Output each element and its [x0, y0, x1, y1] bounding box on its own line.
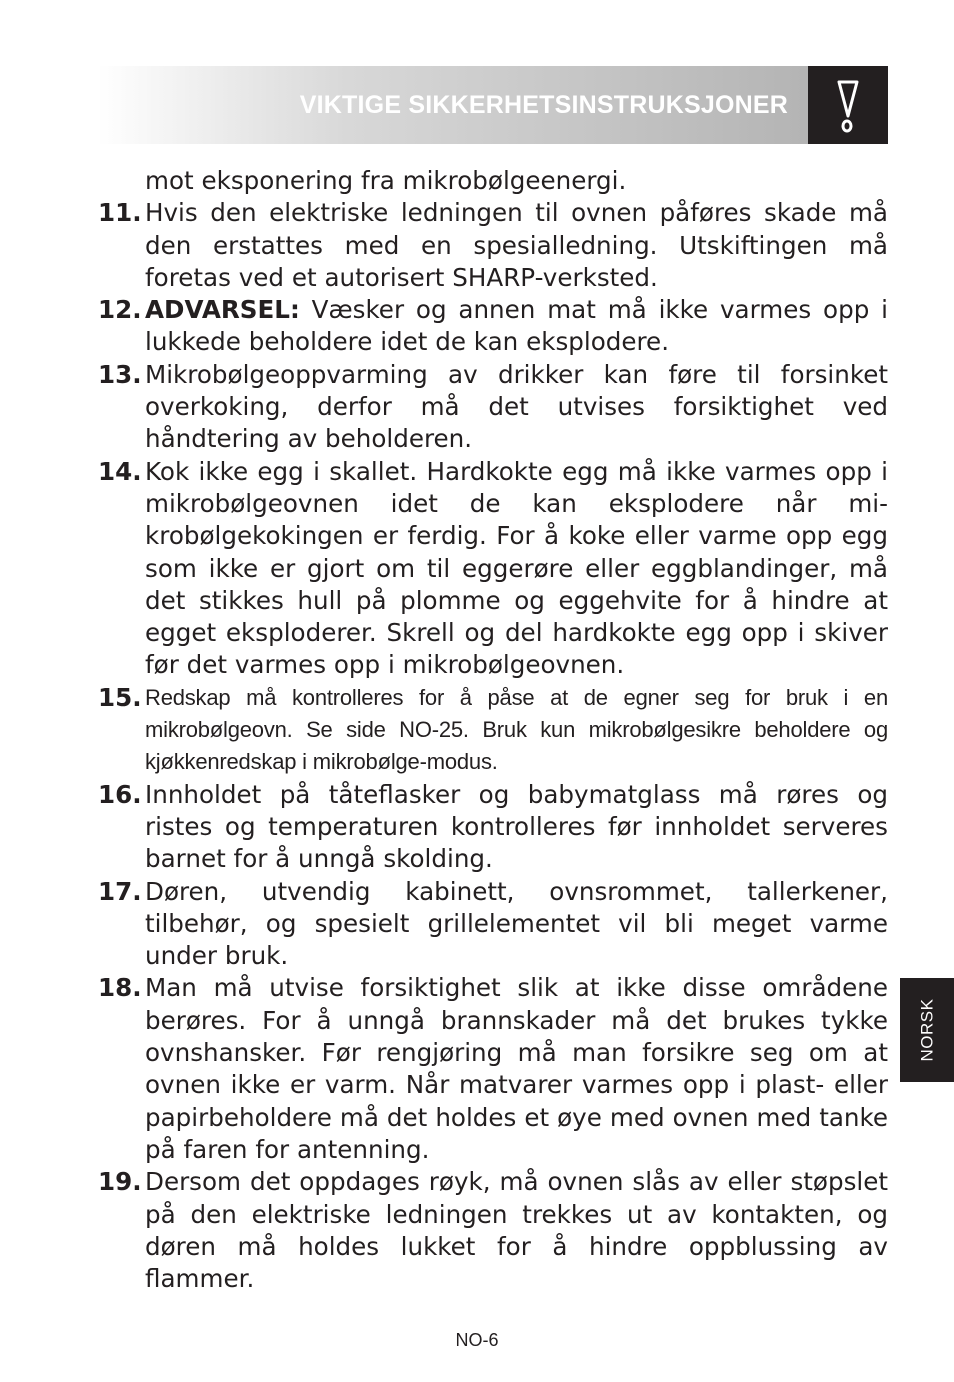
list-item: [98, 359, 888, 456]
item-text: Kok ikke egg i skallet. Hardkokte egg må ikke varmes opp i mikrobølgeovnen idet de kan eksplodere når mikrobølgekokingen er ferdig. For å koke eller varme opp egg som ikke er gjort om til eggerøre eller eggblandinger, må det stikkes hull på plomme og eggehvite for å hindre at egget eksploderer. Skrell og del hardkokte egg opp i skiver før det varmes opp i mikrobølgeovnen.: [145, 456, 888, 680]
item-text: Hvis den elektriske ledningen til ovnen påføres skade må den erstattes med en spesialledning. Utskiftingen må foretas ved et autorisert SHARP-verksted.: [145, 198, 888, 292]
item-text: Man må utvise forsiktighet slik at ikke disse områdene berøres. For å unngå brannskader må det brukes tykke ovnshansker. Før rengjøring må man forsikre seg om at ovnen ikke er varm. Når matvarer varmes opp i plast- eller papirbeholdere må det holdes et øye med ovnen med tanke på faren for antenning.: [145, 973, 888, 1164]
item-text: Innholdet på tåteflasker og babymatglass må røres og ristes og temperaturen kontrolleres før innholdet serveres barnet for å unngå skolding.: [145, 779, 888, 874]
list-item: [98, 294, 888, 359]
item-number: 12.: [98, 295, 142, 325]
item-text: Dersom det oppdages røyk, må ovnen slås av eller støpslet på den elektriske ledningen trekkes ut av kontakten, og døren må holdes lukket for å hindre oppblussing av flammer.: [145, 1167, 888, 1294]
item-label: ADVARSEL:: [145, 295, 300, 325]
item-number: 17.: [98, 876, 142, 906]
list-item: [98, 779, 888, 876]
warning-badge: [808, 66, 888, 144]
language-tab: [900, 978, 954, 1082]
item-number: 16.: [98, 779, 142, 809]
list-item: [98, 1166, 888, 1295]
list-item: [98, 876, 888, 973]
exclamation-icon: [831, 76, 865, 134]
item-number: 14.: [98, 456, 142, 486]
item-number: 15.: [98, 682, 142, 712]
item-number: 13.: [98, 359, 142, 389]
list-item: [98, 682, 888, 779]
item-text: Væsker og annen mat må ikke varmes opp i lukkede beholdere idet de kan eksplodere.: [145, 295, 888, 357]
item-text: Redskap må kontrolleres for å påse at de egner seg for bruk i en mikrobølgeovn. Se side NO-25. Bruk kun mikrobølgesikre beholdere og kjøkkenredskap i mikrobølge-modus.: [145, 684, 888, 775]
language-tab-label: NORSK: [917, 998, 936, 1062]
item-number: 19.: [98, 1167, 142, 1197]
continuation-text: mot eksponering fra mikrobølgeenergi.: [145, 166, 627, 195]
item-number: 11.: [98, 198, 142, 228]
list-item: [98, 972, 888, 1166]
item-text: Døren, utvendig kabinett, ovnsrommet, tallerkener, tilbehør, og spesielt grillelementet vil bli meget varme under bruk.: [145, 876, 888, 971]
list-item: [98, 197, 888, 294]
instructions-body: [98, 165, 888, 1295]
item-text: Mikrobølgeoppvarming av drikker kan føre til forsinket overkoking, derfor må det utvises forsiktighet ved håndtering av beholderen.: [145, 359, 888, 454]
section-header: [98, 66, 808, 144]
page-number: NO-6: [455, 1330, 499, 1350]
item-number: 18.: [98, 973, 142, 1003]
list-item: [98, 456, 888, 682]
header-title: VIKTIGE SIKKERHETSINSTRUKSJONER: [299, 90, 788, 119]
